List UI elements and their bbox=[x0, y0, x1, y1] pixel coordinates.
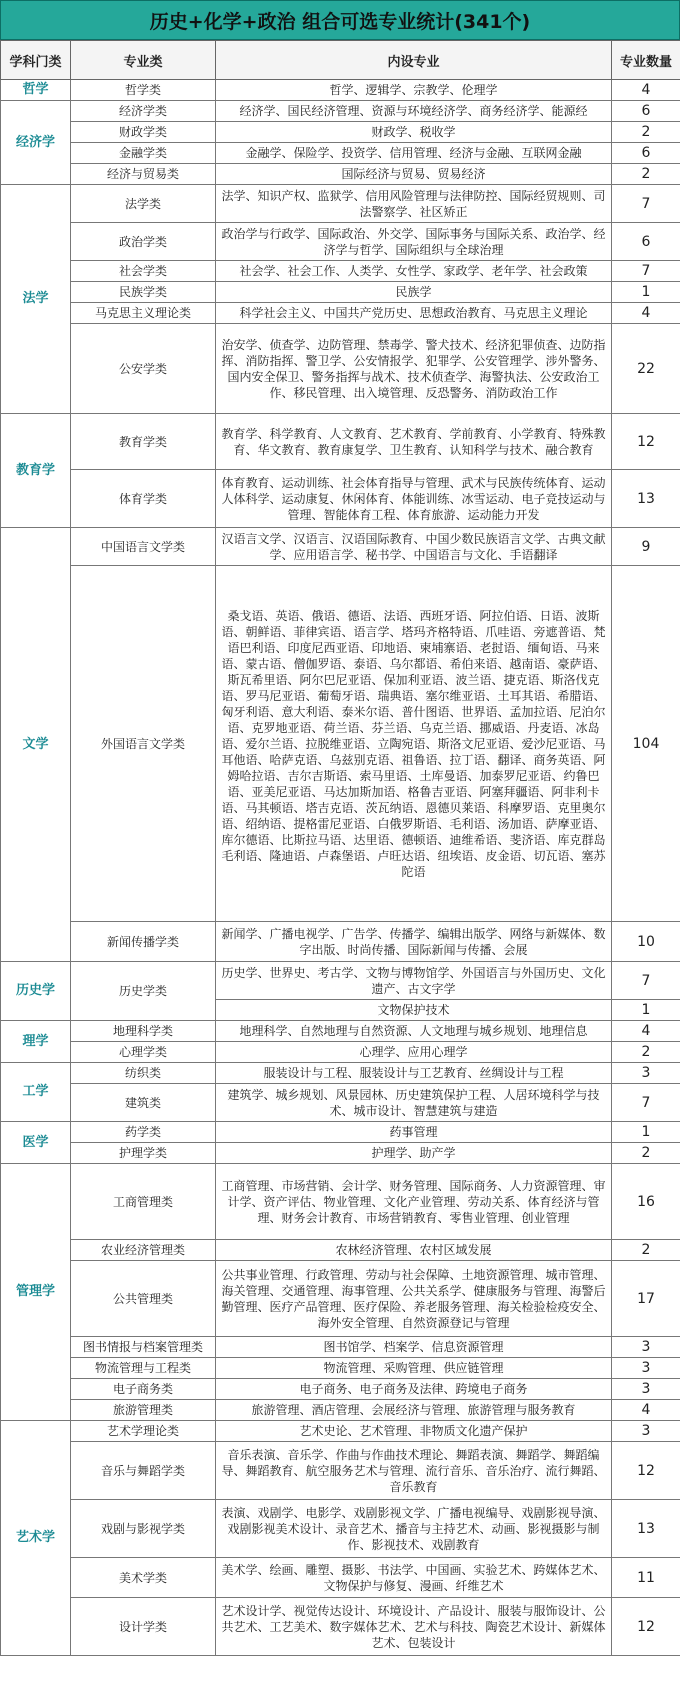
count-cell: 9 bbox=[612, 528, 680, 566]
count-cell: 1 bbox=[612, 282, 680, 303]
count-cell: 6 bbox=[612, 143, 680, 164]
majors-cell: 社会学、社会工作、人类学、女性学、家政学、老年学、社会政策 bbox=[216, 261, 612, 282]
major-class-cell: 教育学类 bbox=[71, 414, 216, 470]
major-class-cell: 纺织类 bbox=[71, 1063, 216, 1084]
majors-cell: 文物保护技术 bbox=[216, 1000, 612, 1021]
category-cell: 教育学 bbox=[1, 414, 71, 528]
major-class-cell: 图书情报与档案管理类 bbox=[71, 1337, 216, 1358]
count-cell: 4 bbox=[612, 1400, 680, 1421]
table-row bbox=[1, 223, 680, 261]
majors-cell: 治安学、侦查学、边防管理、禁毒学、警犬技术、经济犯罪侦查、边防指挥、消防指挥、警卫学、公安情报学、犯罪学、公安管理学、涉外警务、国内安全保卫、警务指挥与战术、技术侦查学、海警执法、公安政治工作、移民管理、出入境管理、反恐警务、消防政治工作 bbox=[216, 324, 612, 414]
table-row bbox=[1, 470, 680, 528]
table-row bbox=[1, 1063, 680, 1084]
count-cell: 13 bbox=[612, 1500, 680, 1558]
table-row bbox=[1, 1042, 680, 1063]
count-cell: 13 bbox=[612, 470, 680, 528]
count-cell: 12 bbox=[612, 1442, 680, 1500]
table-row bbox=[1, 1240, 680, 1261]
majors-cell: 教育学、科学教育、人文教育、艺术教育、学前教育、小学教育、特殊教育、华文教育、教育康复学、卫生教育、认知科学与技术、融合教育 bbox=[216, 414, 612, 470]
count-cell: 4 bbox=[612, 80, 680, 101]
major-class-cell: 公安学类 bbox=[71, 324, 216, 414]
table-row bbox=[1, 528, 680, 566]
count-cell: 2 bbox=[612, 1143, 680, 1164]
majors-cell: 旅游管理、酒店管理、会展经济与管理、旅游管理与服务教育 bbox=[216, 1400, 612, 1421]
table-row bbox=[1, 1337, 680, 1358]
count-cell: 7 bbox=[612, 185, 680, 223]
table-row bbox=[1, 1164, 680, 1240]
table-row bbox=[1, 962, 680, 1000]
count-cell: 1 bbox=[612, 1122, 680, 1143]
count-cell: 3 bbox=[612, 1421, 680, 1442]
table-header-row bbox=[1, 41, 680, 80]
major-class-cell: 哲学类 bbox=[71, 80, 216, 101]
count-cell: 2 bbox=[612, 1042, 680, 1063]
majors-cell: 表演、戏剧学、电影学、戏剧影视文学、广播电视编导、戏剧影视导演、戏剧影视美术设计、录音艺术、播音与主持艺术、动画、影视摄影与制作、影视技术、戏剧教育 bbox=[216, 1500, 612, 1558]
table-row bbox=[1, 303, 680, 324]
majors-cell: 哲学、逻辑学、宗教学、伦理学 bbox=[216, 80, 612, 101]
majors-cell: 法学、知识产权、监狱学、信用风险管理与法律防控、国际经贸规则、司法警察学、社区矫正 bbox=[216, 185, 612, 223]
majors-cell: 物流管理、采购管理、供应链管理 bbox=[216, 1358, 612, 1379]
majors-cell: 桑戈语、英语、俄语、德语、法语、西班牙语、阿拉伯语、日语、波斯语、朝鲜语、菲律宾语、语言学、塔玛齐格特语、爪哇语、旁遮普语、梵语巴利语、印度尼西亚语、印地语、柬埔寨语、老挝语、缅甸语、马来语、蒙古语、僧伽罗语、泰语、乌尔都语、希伯来语、越南语、豪萨语、斯瓦希里语、阿尔巴尼亚语、保加利亚语、波兰语、捷克语、斯洛伐克语、罗马尼亚语、葡萄牙语、瑞典语、塞尔维亚语、土耳其语、希腊语、匈牙利语、意大利语、泰米尔语、普什图语、世界语、孟加拉语、尼泊尔语、克罗地亚语、荷兰语、芬兰语、乌克兰语、挪威语、丹麦语、冰岛语、爱尔兰语、拉脱维亚语、立陶宛语、斯洛文尼亚语、爱沙尼亚语、马耳他语、哈萨克语、乌兹别克语、祖鲁语、拉丁语、翻译、商务英语、阿姆哈拉语、吉尔吉斯语、索马里语、土库曼语、加泰罗尼亚语、约鲁巴语、亚美尼亚语、马达加斯加语、格鲁吉亚语、阿塞拜疆语、阿非利卡语、马其顿语、塔吉克语、茨瓦纳语、恩德贝莱语、科摩罗语、克里奥尔语、绍纳语、提格雷尼亚语、白俄罗斯语、毛利语、汤加语、萨摩亚语、库尔德语、比斯拉马语、达里语、德顿语、迪维希语、斐济语、库克群岛毛利语、隆迪语、卢森堡语、卢旺达语、纽埃语、皮金语、切瓦语、塞苏陀语 bbox=[216, 566, 612, 922]
count-cell: 12 bbox=[612, 1598, 680, 1656]
header-count: 专业数量 bbox=[612, 41, 680, 80]
major-class-cell: 建筑类 bbox=[71, 1084, 216, 1122]
count-cell: 3 bbox=[612, 1358, 680, 1379]
majors-cell: 国际经济与贸易、贸易经济 bbox=[216, 164, 612, 185]
table-row bbox=[1, 80, 680, 101]
category-cell: 哲学 bbox=[1, 80, 71, 101]
table-row bbox=[1, 1558, 680, 1598]
count-cell: 7 bbox=[612, 261, 680, 282]
count-cell: 22 bbox=[612, 324, 680, 414]
major-class-cell: 旅游管理类 bbox=[71, 1400, 216, 1421]
category-cell: 艺术学 bbox=[1, 1421, 71, 1656]
majors-cell: 电子商务、电子商务及法律、跨境电子商务 bbox=[216, 1379, 612, 1400]
major-class-cell: 民族学类 bbox=[71, 282, 216, 303]
major-class-cell: 金融学类 bbox=[71, 143, 216, 164]
table-row bbox=[1, 1421, 680, 1442]
table-row bbox=[1, 1261, 680, 1337]
major-class-cell: 工商管理类 bbox=[71, 1164, 216, 1240]
count-cell: 104 bbox=[612, 566, 680, 922]
table-row bbox=[1, 1400, 680, 1421]
table-row bbox=[1, 1379, 680, 1400]
majors-cell: 艺术设计学、视觉传达设计、环境设计、产品设计、服装与服饰设计、公共艺术、工艺美术、数字媒体艺术、艺术与科技、陶瓷艺术设计、新媒体艺术、包装设计 bbox=[216, 1598, 612, 1656]
majors-cell: 新闻学、广播电视学、广告学、传播学、编辑出版学、网络与新媒体、数字出版、时尚传播、国际新闻与传播、会展 bbox=[216, 922, 612, 962]
count-cell: 3 bbox=[612, 1379, 680, 1400]
major-class-cell: 社会学类 bbox=[71, 261, 216, 282]
major-class-cell: 新闻传播学类 bbox=[71, 922, 216, 962]
major-class-cell: 地理科学类 bbox=[71, 1021, 216, 1042]
table-row bbox=[1, 185, 680, 223]
majors-cell: 科学社会主义、中国共产党历史、思想政治教育、马克思主义理论 bbox=[216, 303, 612, 324]
major-class-cell: 物流管理与工程类 bbox=[71, 1358, 216, 1379]
header-category: 学科门类 bbox=[1, 41, 71, 80]
major-class-cell: 中国语言文学类 bbox=[71, 528, 216, 566]
majors-cell: 公共事业管理、行政管理、劳动与社会保障、土地资源管理、城市管理、海关管理、交通管理、海事管理、公共关系学、健康服务与管理、海警后勤管理、医疗产品管理、医疗保险、养老服务管理、海关检验检疫安全、海外安全管理、自然资源登记与管理 bbox=[216, 1261, 612, 1337]
table-row bbox=[1, 566, 680, 922]
table-row bbox=[1, 1021, 680, 1042]
major-class-cell: 电子商务类 bbox=[71, 1379, 216, 1400]
category-cell: 法学 bbox=[1, 185, 71, 414]
count-cell: 17 bbox=[612, 1261, 680, 1337]
table-row bbox=[1, 1358, 680, 1379]
majors-cell: 艺术史论、艺术管理、非物质文化遗产保护 bbox=[216, 1421, 612, 1442]
major-class-cell: 音乐与舞蹈学类 bbox=[71, 1442, 216, 1500]
count-cell: 7 bbox=[612, 1084, 680, 1122]
count-cell: 2 bbox=[612, 1240, 680, 1261]
table-row bbox=[1, 1143, 680, 1164]
majors-cell: 图书馆学、档案学、信息资源管理 bbox=[216, 1337, 612, 1358]
major-class-cell: 外国语言文学类 bbox=[71, 566, 216, 922]
table-row bbox=[1, 1084, 680, 1122]
major-class-cell: 公共管理类 bbox=[71, 1261, 216, 1337]
majors-cell: 护理学、助产学 bbox=[216, 1143, 612, 1164]
category-cell: 工学 bbox=[1, 1063, 71, 1122]
major-class-cell: 马克思主义理论类 bbox=[71, 303, 216, 324]
major-table bbox=[0, 40, 680, 1656]
major-class-cell: 设计学类 bbox=[71, 1598, 216, 1656]
table-body bbox=[1, 80, 680, 1656]
major-class-cell: 体育学类 bbox=[71, 470, 216, 528]
majors-cell: 经济学、国民经济管理、资源与环境经济学、商务经济学、能源经 bbox=[216, 101, 612, 122]
count-cell: 6 bbox=[612, 223, 680, 261]
majors-cell: 农林经济管理、农村区域发展 bbox=[216, 1240, 612, 1261]
majors-cell: 体育教育、运动训练、社会体育指导与管理、武术与民族传统体育、运动人体科学、运动康复、休闲体育、体能训练、冰雪运动、电子竞技运动与管理、智能体育工程、体育旅游、运动能力开发 bbox=[216, 470, 612, 528]
majors-cell: 药事管理 bbox=[216, 1122, 612, 1143]
major-class-cell: 护理学类 bbox=[71, 1143, 216, 1164]
count-cell: 3 bbox=[612, 1063, 680, 1084]
table-row bbox=[1, 122, 680, 143]
major-class-cell: 历史学类 bbox=[71, 962, 216, 1021]
table-row bbox=[1, 143, 680, 164]
majors-cell: 建筑学、城乡规划、风景园林、历史建筑保护工程、人居环境科学与技术、城市设计、智慧建筑与建造 bbox=[216, 1084, 612, 1122]
count-cell: 4 bbox=[612, 303, 680, 324]
header-major-class: 专业类 bbox=[71, 41, 216, 80]
majors-cell: 历史学、世界史、考古学、文物与博物馆学、外国语言与外国历史、文化遗产、古文字学 bbox=[216, 962, 612, 1000]
count-cell: 1 bbox=[612, 1000, 680, 1021]
majors-cell: 汉语言文学、汉语言、汉语国际教育、中国少数民族语言文学、古典文献学、应用语言学、秘书学、中国语言与文化、手语翻译 bbox=[216, 528, 612, 566]
majors-cell: 音乐表演、音乐学、作曲与作曲技术理论、舞蹈表演、舞蹈学、舞蹈编导、舞蹈教育、航空服务艺术与管理、流行音乐、音乐治疗、流行舞蹈、音乐教育 bbox=[216, 1442, 612, 1500]
majors-cell: 心理学、应用心理学 bbox=[216, 1042, 612, 1063]
count-cell: 7 bbox=[612, 962, 680, 1000]
table-row bbox=[1, 261, 680, 282]
majors-cell: 政治学与行政学、国际政治、外交学、国际事务与国际关系、政治学、经济学与哲学、国际组织与全球治理 bbox=[216, 223, 612, 261]
table-row bbox=[1, 101, 680, 122]
count-cell: 12 bbox=[612, 414, 680, 470]
major-class-cell: 法学类 bbox=[71, 185, 216, 223]
page-title: 历史+化学+政治 组合可选专业统计(341个) bbox=[0, 0, 680, 40]
category-cell: 管理学 bbox=[1, 1164, 71, 1421]
majors-cell: 地理科学、自然地理与自然资源、人文地理与城乡规划、地理信息 bbox=[216, 1021, 612, 1042]
major-class-cell: 财政学类 bbox=[71, 122, 216, 143]
table-row bbox=[1, 282, 680, 303]
majors-cell: 民族学 bbox=[216, 282, 612, 303]
major-class-cell: 心理学类 bbox=[71, 1042, 216, 1063]
table-row bbox=[1, 414, 680, 470]
table-row bbox=[1, 1122, 680, 1143]
count-cell: 4 bbox=[612, 1021, 680, 1042]
count-cell: 6 bbox=[612, 101, 680, 122]
majors-cell: 金融学、保险学、投资学、信用管理、经济与金融、互联网金融 bbox=[216, 143, 612, 164]
table-row bbox=[1, 164, 680, 185]
header-majors: 内设专业 bbox=[216, 41, 612, 80]
count-cell: 16 bbox=[612, 1164, 680, 1240]
major-class-cell: 美术学类 bbox=[71, 1558, 216, 1598]
table-row bbox=[1, 1442, 680, 1500]
major-class-cell: 戏剧与影视学类 bbox=[71, 1500, 216, 1558]
table-row bbox=[1, 1598, 680, 1656]
category-cell: 经济学 bbox=[1, 101, 71, 185]
major-class-cell: 政治学类 bbox=[71, 223, 216, 261]
majors-cell: 财政学、税收学 bbox=[216, 122, 612, 143]
count-cell: 3 bbox=[612, 1337, 680, 1358]
major-class-cell: 经济学类 bbox=[71, 101, 216, 122]
category-cell: 医学 bbox=[1, 1122, 71, 1164]
category-cell: 文学 bbox=[1, 528, 71, 962]
table-row bbox=[1, 1500, 680, 1558]
category-cell: 历史学 bbox=[1, 962, 71, 1021]
count-cell: 2 bbox=[612, 164, 680, 185]
table-row bbox=[1, 324, 680, 414]
count-cell: 2 bbox=[612, 122, 680, 143]
major-class-cell: 药学类 bbox=[71, 1122, 216, 1143]
category-cell: 理学 bbox=[1, 1021, 71, 1063]
major-class-cell: 农业经济管理类 bbox=[71, 1240, 216, 1261]
table-row bbox=[1, 922, 680, 962]
majors-cell: 服装设计与工程、服装设计与工艺教育、丝绸设计与工程 bbox=[216, 1063, 612, 1084]
major-class-cell: 艺术学理论类 bbox=[71, 1421, 216, 1442]
majors-cell: 美术学、绘画、雕塑、摄影、书法学、中国画、实验艺术、跨媒体艺术、文物保护与修复、漫画、纤维艺术 bbox=[216, 1558, 612, 1598]
count-cell: 10 bbox=[612, 922, 680, 962]
count-cell: 11 bbox=[612, 1558, 680, 1598]
major-class-cell: 经济与贸易类 bbox=[71, 164, 216, 185]
majors-cell: 工商管理、市场营销、会计学、财务管理、国际商务、人力资源管理、审计学、资产评估、物业管理、文化产业管理、劳动关系、体育经济与管理、财务会计教育、市场营销教育、零售业管理、创业管理 bbox=[216, 1164, 612, 1240]
